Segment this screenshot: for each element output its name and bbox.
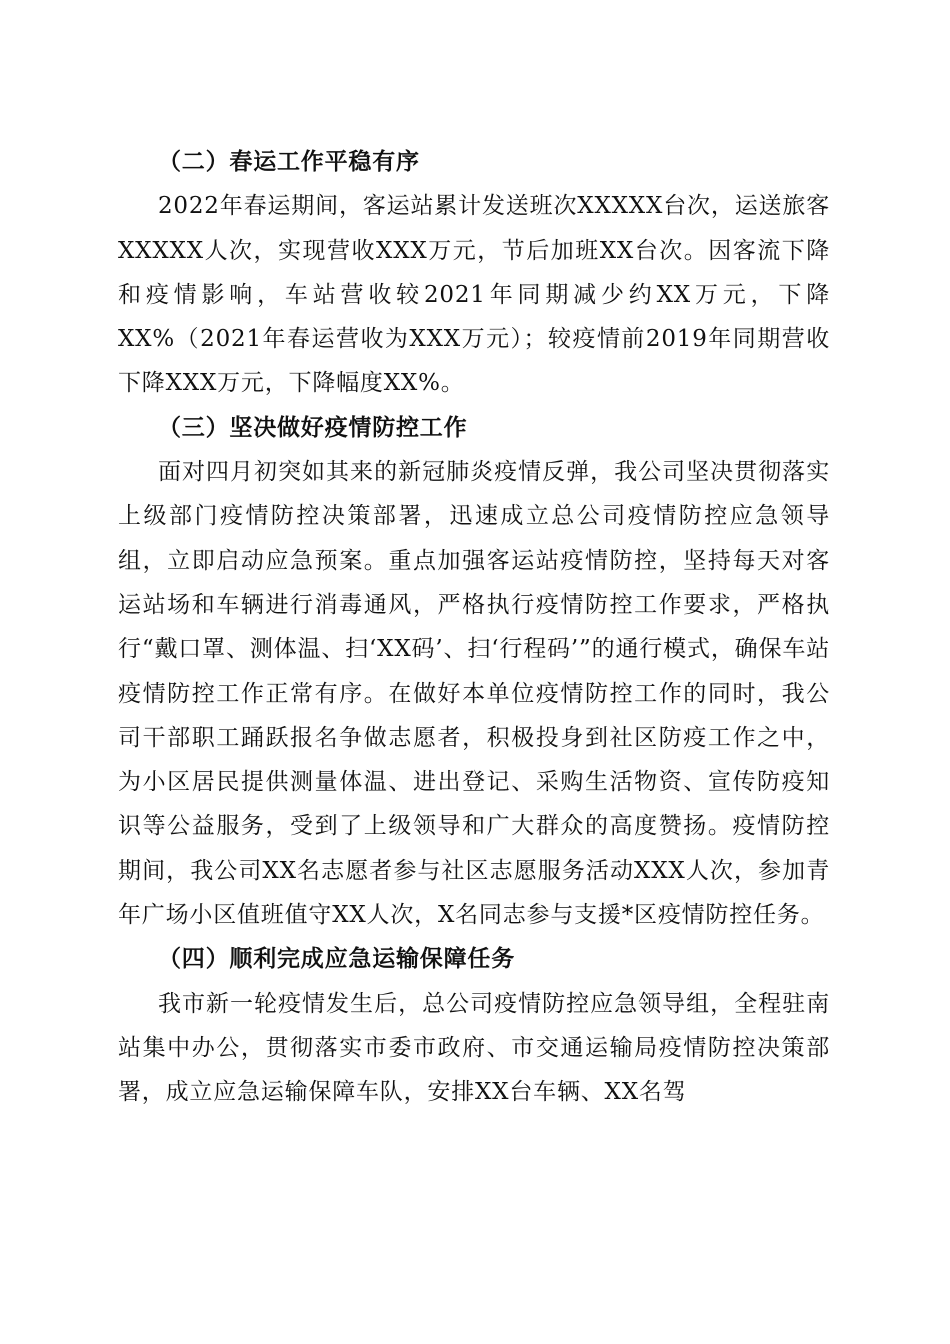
section-paragraph-epidemic-control: 面对四月初突如其来的新冠肺炎疫情反弹，我公司坚决贯彻落实上级部门疫情防控决策部署，迅速成立总公司疫情防控应急领导组，立即启动应急预案。重点加强客运站疫情防控，坚持每天对客运站场和车辆进行消毒通风，严格执行疫情防控工作要求，严格执行“戴口罩、测体温、扫‘XX码’、扫‘行程码’”的通行模式，确保车站疫情防控工作正常有序。在做好本单位疫情防控工作的同时，我公司干部职工踊跃报名争做志愿者，积极投身到社区防疫工作之中，为小区居民提供测量体温、进出登记、采购生活物资、宣传防疫知识等公益服务，受到了上级领导和广大群众的高度赞扬。疫情防控期间，我公司XX名志愿者参与社区志愿服务活动XXX人次，参加青年广场小区值班值守XX人次，X名同志参与支援*区疫情防控任务。 <box>118 459 830 929</box>
section-paragraph-spring-transport: 2022年春运期间，客运站累计发送班次XXXXX台次，运送旅客XXXXX人次，实现营收XXX万元，节后加班XX台次。因客流下降和疫情影响，车站营收较2021年同期减少约XX万元，下降XX%（2021年春运营收为XXX万元）；较疫情前2019年同期营收下降XXX万元，下降幅度XX%。 <box>118 193 830 397</box>
section-heading-epidemic-control: （三）坚决做好疫情防控工作 <box>158 413 468 441</box>
document-body <box>118 140 830 1115</box>
section-heading-emergency-transport: （四）顺利完成应急运输保障任务 <box>158 945 515 973</box>
section-paragraph-emergency-transport: 我市新一轮疫情发生后，总公司疫情防控应急领导组，全程驻南站集中办公，贯彻落实市委市政府、市交通运输局疫情防控决策部署，成立应急运输保障车队，安排XX台车辆、XX名驾 <box>118 990 830 1106</box>
section-heading-spring-transport: （二）春运工作平稳有序 <box>158 148 420 175</box>
